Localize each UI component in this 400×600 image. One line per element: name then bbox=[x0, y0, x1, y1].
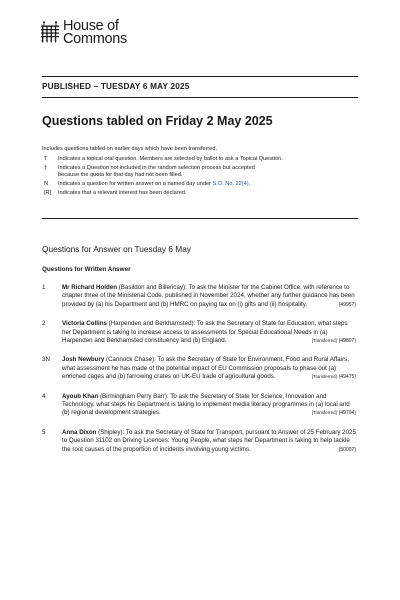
legend-item bbox=[42, 181, 358, 189]
transferred-tag: [Transferred] bbox=[311, 338, 337, 344]
question-reference bbox=[312, 373, 356, 381]
legend-text-suffix: . bbox=[248, 180, 251, 187]
transferred-tag: [Transferred] bbox=[311, 410, 337, 416]
question-reference bbox=[312, 337, 356, 345]
reference-number: (49704) bbox=[338, 410, 356, 417]
legend-text-main: Indicates a question for written answer on a named day under bbox=[58, 180, 211, 187]
legend-symbol: [R] bbox=[44, 189, 52, 196]
question-text: (Cannock Chase): To ask the Secretary of State for Environment, Food and Rural Affairs, what assessment he has made of the potential impact of EU Commission proposals to phase out (a) enriched cages and (b) farrowing crates on UK-EU trade of agricultural goods. bbox=[62, 356, 349, 381]
legend-text: Indicates that a relevant interest has been declared. bbox=[58, 189, 187, 196]
legend-item bbox=[42, 156, 358, 164]
question-item bbox=[42, 429, 358, 454]
question-text: (Shipley): To ask the Secretary of State for Transport, pursuant to Answer of 25 February 2025 to Question 31102 on Driving Licences: Young People, what steps her Department is taking to help tackle the root causes of the proportion of incidents involving young victims. bbox=[62, 428, 356, 453]
section-heading: Questions for Answer on Tuesday 6 May bbox=[42, 244, 191, 254]
legend-text: Indicates a Question not included in the random selection process but accepted because the quota for that day had not been filled. bbox=[58, 164, 255, 179]
reference-number: (49957) bbox=[338, 301, 356, 308]
question-reference bbox=[337, 301, 356, 309]
page-title: Questions tabled on Friday 2 May 2025 bbox=[42, 114, 273, 128]
question-number: 2 bbox=[42, 320, 46, 328]
portcullis-icon bbox=[40, 20, 60, 44]
question-reference bbox=[312, 409, 356, 417]
legend-item bbox=[42, 165, 358, 180]
reference-number: (49807) bbox=[338, 338, 356, 345]
question-body bbox=[62, 284, 358, 309]
divider-published bbox=[42, 97, 358, 98]
reference-number: (49475) bbox=[338, 374, 356, 381]
legend-text: Indicates a topical oral question. Members are selected by ballot to ask a Topical Question. bbox=[58, 156, 283, 162]
question-reference bbox=[337, 446, 356, 454]
intro-note: Includes questions tabled on earlier days which have been transferred. bbox=[42, 146, 218, 152]
question-item bbox=[42, 393, 358, 418]
question-list bbox=[42, 284, 358, 465]
published-date: PUBLISHED – TUESDAY 6 MAY 2025 bbox=[42, 82, 190, 91]
member-name: Victoria Collins bbox=[62, 320, 107, 328]
legend-symbol: N bbox=[44, 180, 49, 187]
question-number: 1 bbox=[42, 284, 46, 291]
legend-symbol: † bbox=[44, 164, 48, 171]
question-text: (Birmingham Perry Barr): To ask the Secretary of State for Science, Innovation and Technology, what steps his Department is taking to implement media literacy programmes in (a) local and (b) regional development strategies. bbox=[62, 392, 350, 417]
question-number: 4 bbox=[42, 392, 46, 400]
divider-legend bbox=[42, 218, 358, 219]
reference-number: (50007) bbox=[338, 446, 356, 453]
legend-symbol: T bbox=[44, 156, 48, 162]
question-item bbox=[42, 284, 358, 309]
question-number: 5 bbox=[42, 428, 46, 436]
question-text: (Basildon and Billericay): To ask the Minister for the Cabinet Office, with reference to chapter three of the Ministerial Code, published in November 2024, whether any further guidance has been provided by (a) his Department and (b) HMRC on paying tax on (i) gifts and (ii) hospitality. bbox=[62, 284, 355, 308]
symbol-legend bbox=[42, 156, 358, 198]
question-item bbox=[42, 320, 358, 345]
divider-top bbox=[42, 76, 358, 77]
question-text: (Harpenden and Berkhamsted): To ask the Secretary of State for Education, what steps her Department is taking to increase access to assessments for Special Educational Needs in (a) Harpenden and Berkhamsted constituency and (b) England. bbox=[62, 320, 348, 345]
logo-line-2: Commons bbox=[63, 31, 127, 47]
question-item bbox=[42, 356, 358, 381]
member-name: Ayoub Khan bbox=[62, 392, 99, 400]
standing-order-link[interactable]: S.O. No. 22(4) bbox=[212, 180, 249, 187]
question-number: 3N bbox=[42, 356, 50, 364]
logo-line-1: House of bbox=[63, 18, 119, 34]
house-of-commons-logo bbox=[40, 20, 127, 46]
member-name: Josh Newbury bbox=[62, 356, 105, 364]
legend-text bbox=[58, 181, 250, 189]
member-name: Anna Dixon bbox=[62, 428, 97, 436]
logo-wordmark bbox=[63, 20, 127, 46]
sub-heading: Questions for Written Answer bbox=[42, 266, 131, 273]
member-name: Mr Richard Holden bbox=[62, 284, 118, 291]
legend-item bbox=[42, 190, 358, 198]
question-body bbox=[62, 429, 358, 454]
transferred-tag: [Transferred] bbox=[311, 374, 337, 380]
